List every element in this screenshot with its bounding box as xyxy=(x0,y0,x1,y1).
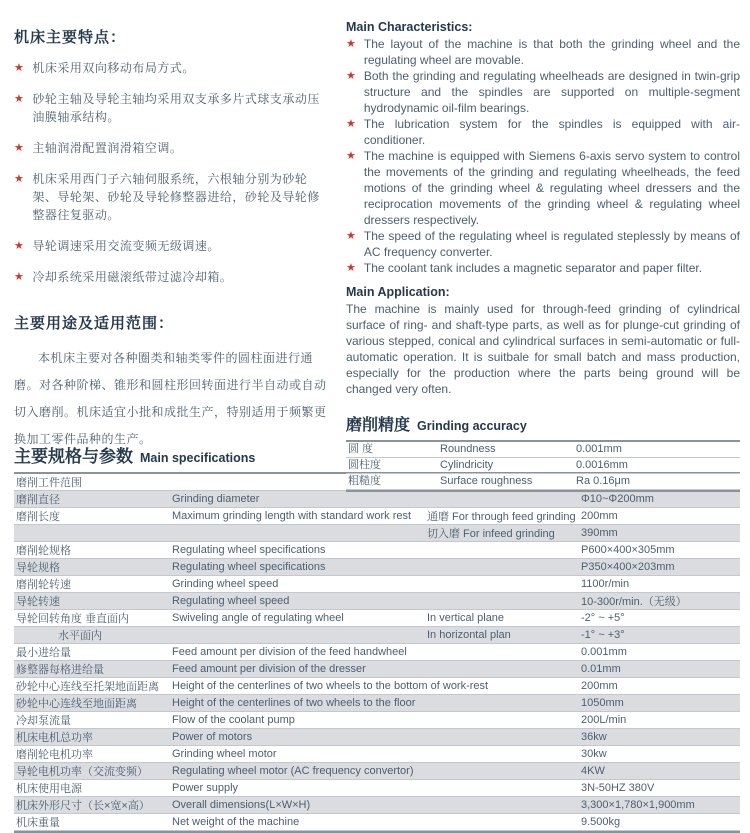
star-bullet-icon: ★ xyxy=(346,118,356,130)
star-bullet-icon: ★ xyxy=(14,271,25,283)
grinding-accuracy-table xyxy=(346,440,740,492)
spec-value: 1100r/min xyxy=(581,578,630,590)
spec-condition: 通磨 For through feed grinding xyxy=(427,511,576,523)
feature-text-cn: 砂轮主轴及导轮主轴均采用双支承多片式球支承动压油膜轴承结构。 xyxy=(32,92,320,124)
feature-text-cn: 机床采用西门子六轴伺服系统，六根轴分别为砂轮架、导轮架、砂轮及导轮修整器进给，砂轮及导轮修整器往复驱动。 xyxy=(32,172,320,222)
right-column xyxy=(346,18,740,487)
feature-item-cn xyxy=(14,237,330,255)
spec-value: P350×400×203mm xyxy=(581,561,675,573)
spec-value: 200mm xyxy=(581,680,618,692)
feature-text-cn: 冷却系统采用磁滚纸带过滤冷却箱。 xyxy=(32,270,233,284)
accuracy-value: 0.001mm xyxy=(576,443,622,455)
spec-label-en: Grinding diameter xyxy=(172,493,260,505)
left-column xyxy=(14,18,330,446)
spec-label-cn: 磨削直径 xyxy=(16,494,60,506)
spec-label-cn: 导轮规格 xyxy=(16,562,60,574)
feature-text-en: The lubrication system for the spindles is equipped with air-conditioner. xyxy=(363,117,740,147)
spec-label-cn: 机床电机总功率 xyxy=(16,732,93,744)
accuracy-value: Ra 0.16μm xyxy=(576,475,631,487)
application-cn-section xyxy=(14,312,330,453)
spec-value: 4KW xyxy=(581,765,605,777)
spec-label-cn: 导轮转速 xyxy=(16,596,60,608)
star-bullet-icon: ★ xyxy=(346,38,356,50)
spec-value: 1050mm xyxy=(581,697,624,709)
spec-row xyxy=(14,542,740,559)
main-specifications-section xyxy=(14,442,740,833)
feature-item-cn xyxy=(14,59,330,77)
spec-value: 10-300r/min.（无级） xyxy=(581,596,687,608)
spec-label-cn: 磨削轮转速 xyxy=(16,579,71,591)
features-cn-title: 机床主要特点： xyxy=(14,29,127,46)
star-bullet-icon: ★ xyxy=(346,150,356,162)
spec-label-cn: 磨削轮电机功率 xyxy=(16,749,93,761)
spec-label-en: Swiveling angle of regulating wheel xyxy=(172,612,344,624)
spec-value: -1° ~ +3° xyxy=(581,629,625,641)
accuracy-title-cn: 磨削精度 xyxy=(346,417,411,434)
accuracy-label-en: Surface roughness xyxy=(440,475,533,487)
feature-text-en: The layout of the machine is that both the grinding wheel and the regulating wheel are movable. xyxy=(363,37,740,67)
accuracy-label-cn: 圆 度 xyxy=(348,443,374,455)
spec-label-en: Grinding wheel motor xyxy=(172,748,277,760)
spec-label-cn: 磨削轮规格 xyxy=(16,545,71,557)
feature-text-cn: 机床采用双向移动布局方式。 xyxy=(32,61,195,75)
spec-label-cn: 导轮电机功率（交流变频） xyxy=(16,766,148,778)
spec-label-en: Feed amount per division of the feed handwheel xyxy=(172,646,407,658)
accuracy-label-en: Roundness xyxy=(440,443,496,455)
spec-row xyxy=(14,627,740,644)
spec-label-en: Maximum grinding length with standard work rest xyxy=(172,510,412,522)
spec-value: 36kw xyxy=(581,731,607,743)
star-bullet-icon: ★ xyxy=(346,70,356,82)
spec-row xyxy=(14,797,740,814)
spec-label-en: Power supply xyxy=(172,782,239,794)
spec-label-cn: 机床重量 xyxy=(16,817,60,829)
feature-item-cn xyxy=(14,90,330,126)
application-en-section xyxy=(346,285,740,397)
accuracy-row xyxy=(346,442,740,458)
spec-row xyxy=(14,559,740,576)
spec-label-cn: 磨削工件范围 xyxy=(16,477,82,489)
features-en-list xyxy=(346,36,740,276)
spec-label-en: Overall dimensions(L×W×H) xyxy=(172,799,311,811)
star-bullet-icon: ★ xyxy=(346,230,356,242)
feature-item-en xyxy=(346,116,740,148)
feature-item-en xyxy=(346,228,740,260)
feature-item-en xyxy=(346,68,740,116)
spec-label-en: Flow of the coolant pump xyxy=(172,714,295,726)
spec-row xyxy=(14,593,740,610)
spec-condition: 切入磨 For infeed grinding xyxy=(427,528,555,540)
application-en-body: The machine is mainly used for through-feed grinding of cylindrical surface of ring- and shaft-type parts, as well as for plunge-cut grinding of various stepped, conical and cylindrical surfaces in semi-automatic or full-automatic operation. It is suitbale for small batch and mass production, especially for the production where the parts being ground will be changed very often. xyxy=(346,302,740,396)
spec-value: 9.500kg xyxy=(581,816,621,828)
feature-text-en: Both the grinding and regulating wheelheads are designed in twin-grip structure and the spindles are supported on multiple-segment hydrodynamic oil-film bearings. xyxy=(363,69,740,115)
spec-label-en: Regulating wheel specifications xyxy=(172,544,326,556)
feature-item-cn xyxy=(14,139,330,157)
spec-label-cn: 修整器每格进给量 xyxy=(16,664,104,676)
spec-row xyxy=(14,763,740,780)
feature-text-cn: 导轮调速采用交流变频无级调速。 xyxy=(32,239,220,253)
spec-label-cn: 机床使用电源 xyxy=(16,783,82,795)
spec-row xyxy=(14,491,740,508)
spec-row xyxy=(14,610,740,627)
specs-title-en: Main specifications xyxy=(140,451,256,465)
features-en-title: Main Characteristics: xyxy=(346,20,473,34)
spec-value: 0.001mm xyxy=(581,646,627,658)
features-cn-list xyxy=(14,59,330,286)
spec-value: 0.01mm xyxy=(581,663,621,675)
accuracy-title-en: Grinding accuracy xyxy=(417,419,527,433)
feature-item-en xyxy=(346,36,740,68)
spec-label-en: Height of the centerlines of two wheels to the floor xyxy=(172,697,416,709)
spec-label-cn: 磨削长度 xyxy=(16,511,60,523)
spec-value: -2° ~ +5° xyxy=(581,612,625,624)
spec-label-en: Net weight of the machine xyxy=(172,816,300,828)
spec-row xyxy=(14,661,740,678)
accuracy-label-en: Cylindricity xyxy=(440,459,494,471)
spec-label-en: Regulating wheel speed xyxy=(172,595,290,607)
application-cn-title: 主要用途及适用范围： xyxy=(14,315,175,332)
spec-label-cn: 砂轮中心连线至地面距离 xyxy=(16,698,137,710)
specs-title-cn: 主要规格与参数 xyxy=(14,447,133,466)
spec-row xyxy=(14,508,740,525)
accuracy-row xyxy=(346,458,740,474)
spec-label-en: Height of the centerlines of two wheels to the bottom of work-rest xyxy=(172,680,489,692)
feature-text-en: The coolant tank includes a magnetic separator and paper filter. xyxy=(363,261,703,275)
feature-item-cn xyxy=(14,170,330,224)
spec-row xyxy=(14,780,740,797)
accuracy-value: 0.0016mm xyxy=(576,459,628,471)
specifications-table xyxy=(14,472,740,833)
spec-value: 390mm xyxy=(581,527,618,539)
star-bullet-icon: ★ xyxy=(14,142,25,154)
spec-value: 200mm xyxy=(581,510,618,522)
spec-row xyxy=(14,525,740,542)
spec-value: P600×400×305mm xyxy=(581,544,675,556)
feature-text-cn: 主轴润滑配置润滑箱空调。 xyxy=(32,141,183,155)
spec-label-cn: 机床外形尺寸（长×宽×高） xyxy=(16,800,150,812)
spec-label-cn: 导轮回转角度 垂直面内 xyxy=(16,613,130,625)
accuracy-label-cn: 圆柱度 xyxy=(348,459,381,471)
star-bullet-icon: ★ xyxy=(14,240,25,252)
spec-value: 3N-50HZ 380V xyxy=(581,782,655,794)
spec-label-en: Grinding wheel speed xyxy=(172,578,279,590)
star-bullet-icon: ★ xyxy=(14,173,25,185)
spec-row xyxy=(14,712,740,729)
spec-label-en: Feed amount per division of the dresser xyxy=(172,663,366,675)
application-en-title: Main Application: xyxy=(346,285,450,299)
spec-value: 3,300×1,780×1,900mm xyxy=(581,799,695,811)
features-en-section xyxy=(346,20,740,276)
spec-label-cn: 冷却泵流量 xyxy=(16,715,71,727)
spec-label-en: Regulating wheel motor (AC frequency convertor) xyxy=(172,765,414,777)
feature-text-en: The machine is equipped with Siemens 6-axis servo system to control the movements of the grinding and regulating wheelheads, the feed motions of the grinding wheel & regulating wheel dressers and the reciprocation movements of the grinding wheel & regulating wheel dressers respectively. xyxy=(363,149,740,227)
features-cn-section xyxy=(14,26,330,286)
spec-value: 30kw xyxy=(581,748,607,760)
feature-item-en xyxy=(346,260,740,276)
spec-row xyxy=(14,576,740,593)
spec-row xyxy=(14,746,740,763)
spec-value: 200L/min xyxy=(581,714,627,726)
accuracy-row xyxy=(346,474,740,490)
spec-condition: In horizontal plan xyxy=(427,629,511,641)
feature-item-cn xyxy=(14,268,330,286)
spec-row xyxy=(14,678,740,695)
spec-value: Φ10~Φ200mm xyxy=(581,493,654,505)
spec-label-cn: 砂轮中心连线至托架地面距离 xyxy=(16,681,159,693)
feature-text-en: The speed of the regulating wheel is regulated steplessly by means of AC frequency converter. xyxy=(363,229,740,259)
grinding-accuracy-section xyxy=(346,412,740,492)
spec-condition: In vertical plane xyxy=(427,612,505,624)
spec-label-cn: 水平面内 xyxy=(58,630,102,642)
feature-item-en xyxy=(346,148,740,228)
application-cn-body: 本机床主要对各种圈类和轴类零件的圆柱面进行通磨。对各种阶梯、锥形和圆柱形回转面进行半自动或自动切入磨削。机床适宜小批和成批生产，特别适用于频繁更换加工零件品种的生产。 xyxy=(14,351,327,446)
accuracy-label-cn: 粗糙度 xyxy=(348,475,381,487)
spec-label-en: Regulating wheel specifications xyxy=(172,561,326,573)
spec-row xyxy=(14,729,740,746)
star-bullet-icon: ★ xyxy=(14,62,25,74)
spec-row xyxy=(14,695,740,712)
star-bullet-icon: ★ xyxy=(346,262,356,274)
spec-label-cn: 最小进给量 xyxy=(16,647,71,659)
spec-row xyxy=(14,814,740,831)
grinding-accuracy-title xyxy=(346,412,740,435)
spec-label-en: Power of motors xyxy=(172,731,253,743)
star-bullet-icon: ★ xyxy=(14,93,25,105)
spec-row xyxy=(14,644,740,661)
